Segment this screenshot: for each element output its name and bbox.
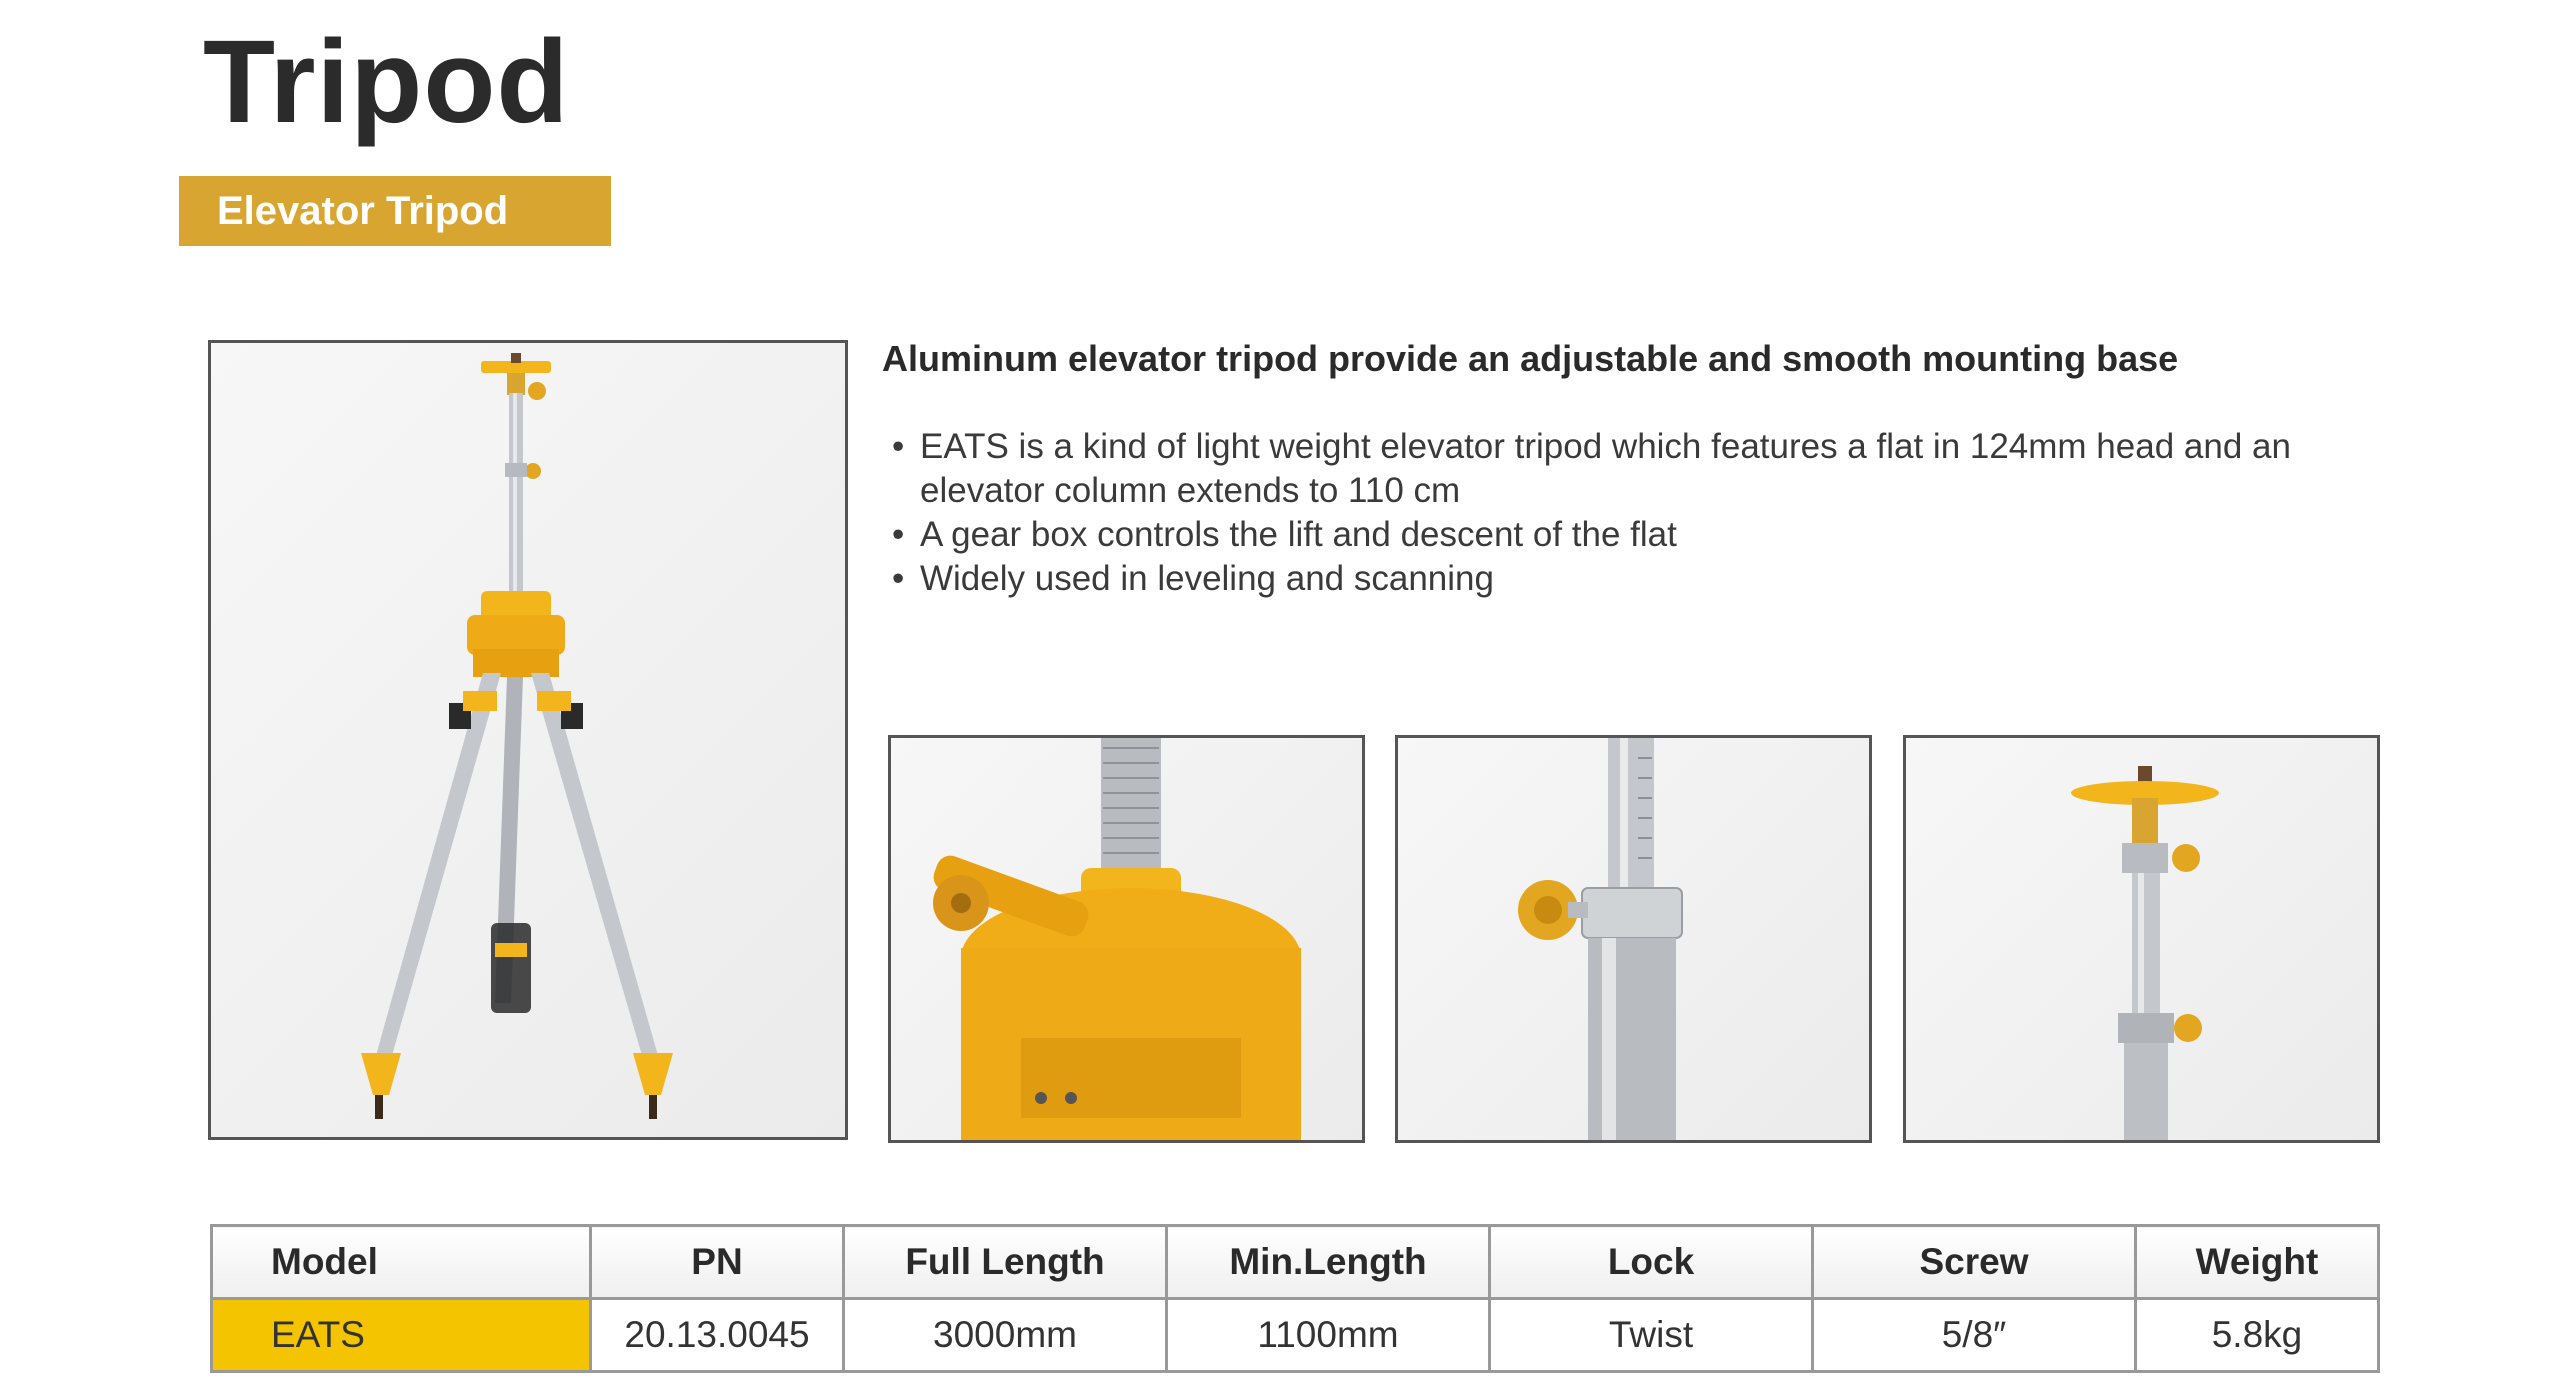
header-weight: Weight: [2136, 1226, 2379, 1299]
product-headline: Aluminum elevator tripod provide an adjustable and smooth mounting base: [882, 338, 2179, 379]
header-pn: PN: [591, 1226, 844, 1299]
header-full-length: Full Length: [844, 1226, 1167, 1299]
feature-list: [892, 425, 2412, 601]
feature-item: • Widely used in leveling and scanning: [892, 557, 2412, 601]
tripod-illustration: [211, 343, 845, 1137]
cell-lock: Twist: [1490, 1299, 1813, 1372]
cell-pn: 20.13.0045: [591, 1299, 844, 1372]
flat-head-illustration: [1906, 738, 2377, 1140]
detail-photo-gearbox: [888, 735, 1365, 1143]
tripod-main-photo: [208, 340, 848, 1140]
table-row: [212, 1299, 2379, 1372]
header-min-length: Min.Length: [1167, 1226, 1490, 1299]
feature-item: • EATS is a kind of light weight elevator tripod which features a flat in 124mm head and an elevator column extends to 110 cm: [892, 425, 2412, 513]
cell-screw: 5/8″: [1813, 1299, 2136, 1372]
table-header-row: [212, 1226, 2379, 1299]
feature-item: • A gear box controls the lift and descent of the flat: [892, 513, 2412, 557]
category-badge: Elevator Tripod: [179, 176, 611, 246]
cell-weight: 5.8kg: [2136, 1299, 2379, 1372]
cell-model: EATS: [212, 1299, 591, 1372]
spec-table: [210, 1224, 2380, 1373]
cell-full-length: 3000mm: [844, 1299, 1167, 1372]
detail-photo-flat-head: [1903, 735, 2380, 1143]
detail-photo-twist-lock: [1395, 735, 1872, 1143]
gearbox-illustration: [891, 738, 1362, 1140]
header-screw: Screw: [1813, 1226, 2136, 1299]
twist-lock-illustration: [1398, 738, 1869, 1140]
cell-min-length: 1100mm: [1167, 1299, 1490, 1372]
header-lock: Lock: [1490, 1226, 1813, 1299]
header-model: Model: [212, 1226, 591, 1299]
page-title: Tripod: [203, 16, 570, 148]
